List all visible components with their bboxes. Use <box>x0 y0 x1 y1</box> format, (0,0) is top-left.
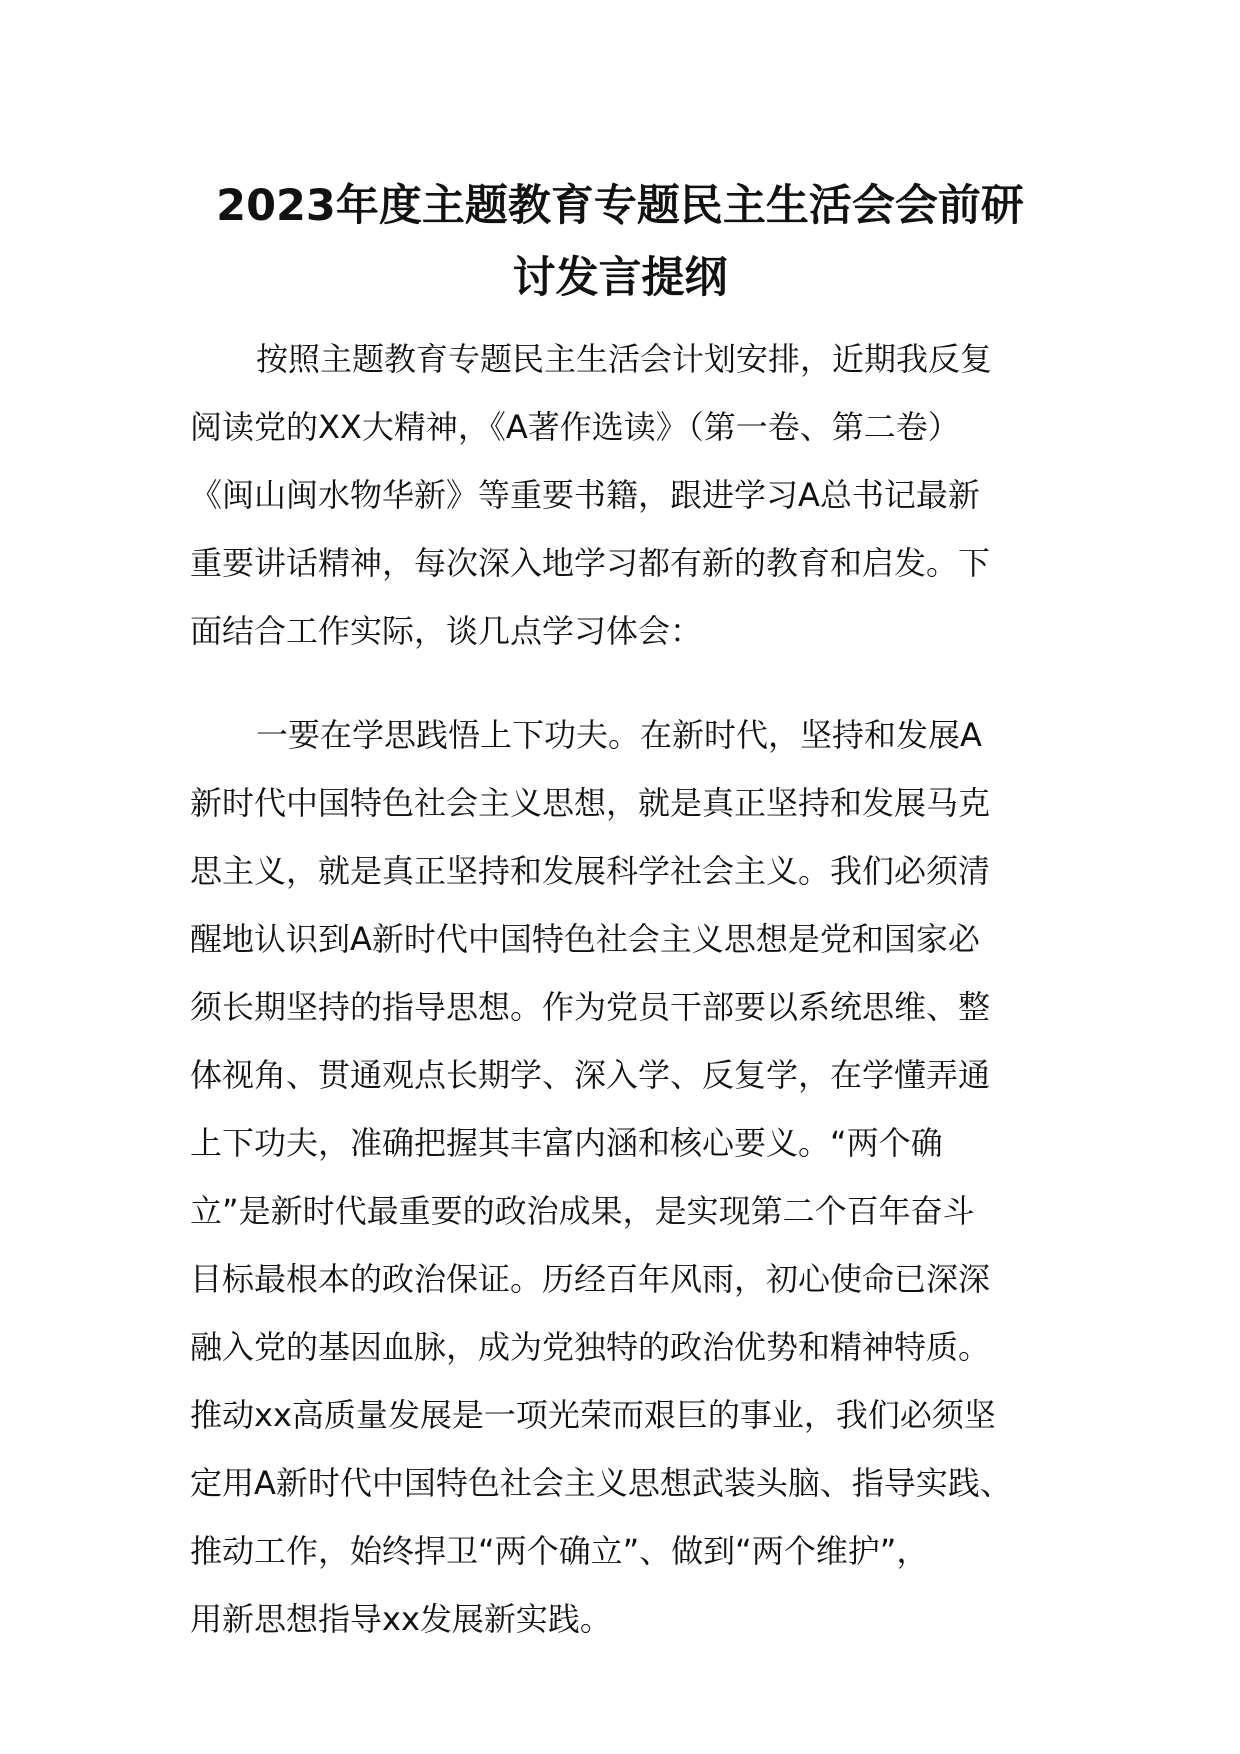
paragraph-intro <box>190 325 1090 665</box>
text-line: 思主义，就是真正坚持和发展科学社会主义。我们必须清 <box>190 852 991 890</box>
text-line: 按照主题教育专题民主生活会计划安排，近期我反复 <box>256 340 993 378</box>
text-line: 推动xx高质量发展是一项光荣而艰巨的事业，我们必须坚 <box>190 1396 996 1434</box>
title-line-2: 讨发言提纲 <box>512 253 728 303</box>
text-line: 面结合工作实际，谈几点学习体会： <box>190 612 703 650</box>
text-line: 立”是新时代最重要的政治成果，是实现第二个百年奋斗 <box>190 1192 975 1230</box>
document-title <box>170 170 1070 314</box>
text-line: 定用A新时代中国特色社会主义思想武装头脑、指导实践、 <box>190 1464 1012 1502</box>
text-line: 上下功夫，准确把握其丰富内涵和核心要义。“两个确 <box>190 1124 943 1162</box>
text-line: 《闽山闽水物华新》等重要书籍，跟进学习A总书记最新 <box>190 476 980 514</box>
text-line: 新时代中国特色社会主义思想，就是真正坚持和发展马克 <box>190 784 991 822</box>
title-line-1: 2023年度主题教育专题民主生活会会前研 <box>216 181 1024 231</box>
text-line: 须长期坚持的指导思想。作为党员干部要以系统思维、整 <box>190 988 991 1026</box>
text-line: 体视角、贯通观点长期学、深入学、反复学，在学懂弄通 <box>190 1056 991 1094</box>
paragraph-point-one <box>190 701 1090 1653</box>
text-line: 融入党的基因血脉，成为党独特的政治优势和精神特质。 <box>190 1328 991 1366</box>
text-line: 目标最根本的政治保证。历经百年风雨，初心使命已深深 <box>190 1260 991 1298</box>
text-line: 醒地认识到A新时代中国特色社会主义思想是党和国家必 <box>190 920 980 958</box>
text-line: 重要讲话精神，每次深入地学习都有新的教育和启发。下 <box>190 544 991 582</box>
document-body <box>190 325 1090 1689</box>
text-line: 阅读党的XX大精神，《A著作选读》（第一卷、第二卷） <box>190 408 960 446</box>
text-line: 一要在学思践悟上下功夫。在新时代，坚持和发展A <box>256 716 982 754</box>
text-line: 推动工作，始终捍卫“两个确立”、做到“两个维护”， <box>190 1532 929 1570</box>
text-line: 用新思想指导xx发展新实践。 <box>190 1600 612 1638</box>
